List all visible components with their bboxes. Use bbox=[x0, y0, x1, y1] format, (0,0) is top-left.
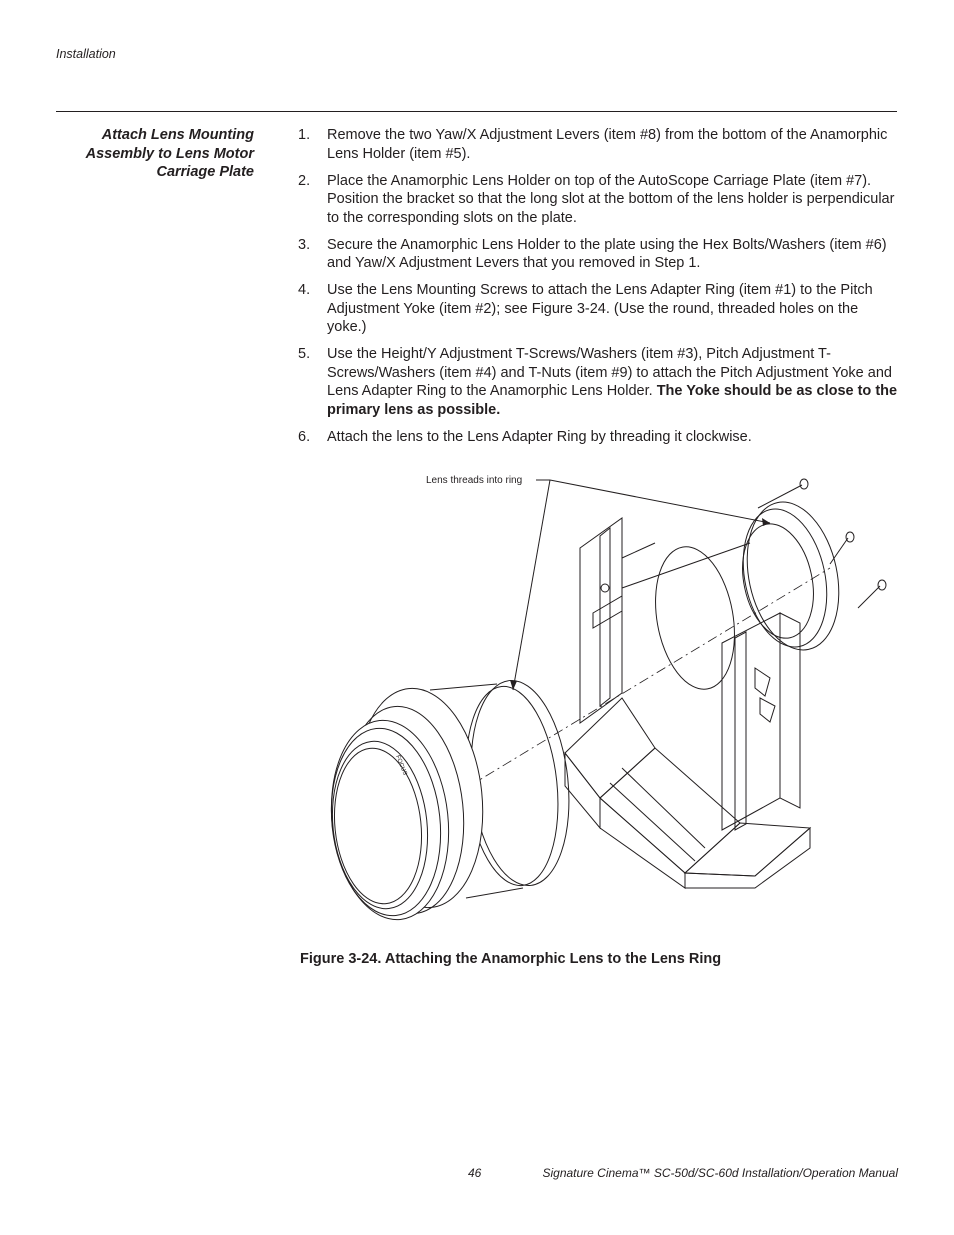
anamorphic-lens-holder bbox=[565, 698, 810, 888]
step-text: Attach the lens to the Lens Adapter Ring by threading it clockwise. bbox=[327, 428, 752, 445]
step-item bbox=[298, 345, 898, 419]
step-text: Use the Lens Mounting Screws to attach the Lens Adapter Ring (item #1) to the Pitch Adjustment Yoke (item #2); see Figure 3-24. (Use the round, threaded holes on the yoke.) bbox=[327, 282, 873, 335]
step-number: 1. bbox=[298, 127, 311, 143]
figure-caption: Figure 3-24. Attaching the Anamorphic Lens to the Lens Ring bbox=[300, 951, 722, 967]
step-number: 4. bbox=[298, 282, 311, 298]
step-number: 5. bbox=[298, 346, 311, 362]
step-item bbox=[298, 281, 898, 337]
manual-title: Signature Cinema™ SC-50d/SC-60d Installation/Operation Manual bbox=[542, 1166, 898, 1180]
callout-line-ring bbox=[550, 480, 770, 523]
step-emphasis: The Yoke should be as close to the primary lens as possible. bbox=[327, 383, 898, 418]
header-rule bbox=[56, 111, 897, 112]
step-text: Place the Anamorphic Lens Holder on top of the AutoScope Carriage Plate (item #7). Position the bracket so that the long slot at the bottom of the lens holder is perpendicular to the corresponding slots on the plate. bbox=[327, 172, 895, 226]
step-number: 2. bbox=[298, 172, 311, 189]
step-number: 3. bbox=[298, 236, 311, 253]
pitch-adjustment-yoke bbox=[580, 518, 800, 830]
step-item bbox=[298, 172, 898, 228]
running-head: Installation bbox=[56, 47, 116, 61]
instruction-steps bbox=[298, 126, 898, 455]
step-item bbox=[298, 428, 898, 447]
step-text: Remove the two Yaw/X Adjustment Levers (item #8) from the bottom of the Anamorphic Lens Holder (item #5). bbox=[327, 127, 888, 162]
step-item bbox=[298, 126, 898, 163]
page-number: 46 bbox=[468, 1166, 482, 1180]
mounting-screws bbox=[758, 479, 886, 608]
step-number: 6. bbox=[298, 428, 311, 445]
lens-assembly-drawing bbox=[310, 468, 910, 938]
step-text: Secure the Anamorphic Lens Holder to the plate using the Hex Bolts/Washers (item #6) and Yaw/X Adjustment Levers that you removed in Step 1. bbox=[327, 236, 887, 271]
lens-assembly-figure bbox=[310, 468, 910, 938]
step-item bbox=[298, 236, 898, 273]
callout-line-lens bbox=[513, 480, 550, 690]
callout-label: Lens threads into ring bbox=[426, 475, 523, 486]
focus-label: FOCUS bbox=[394, 754, 408, 777]
step-text: Use the Height/Y Adjustment T-Screws/Washers (item #3), Pitch Adjustment T-Screws/Washers (item #4) and T-Nuts (item #9) to attach the Pitch Adjustment Yoke and Lens Adapter Ring to the Anamorphic Lens Holder. bbox=[327, 346, 892, 399]
section-heading: Attach Lens Mounting Assembly to Lens Motor Carriage Plate bbox=[85, 127, 254, 180]
anamorphic-lens bbox=[322, 676, 579, 926]
lens-adapter-ring bbox=[731, 493, 851, 658]
